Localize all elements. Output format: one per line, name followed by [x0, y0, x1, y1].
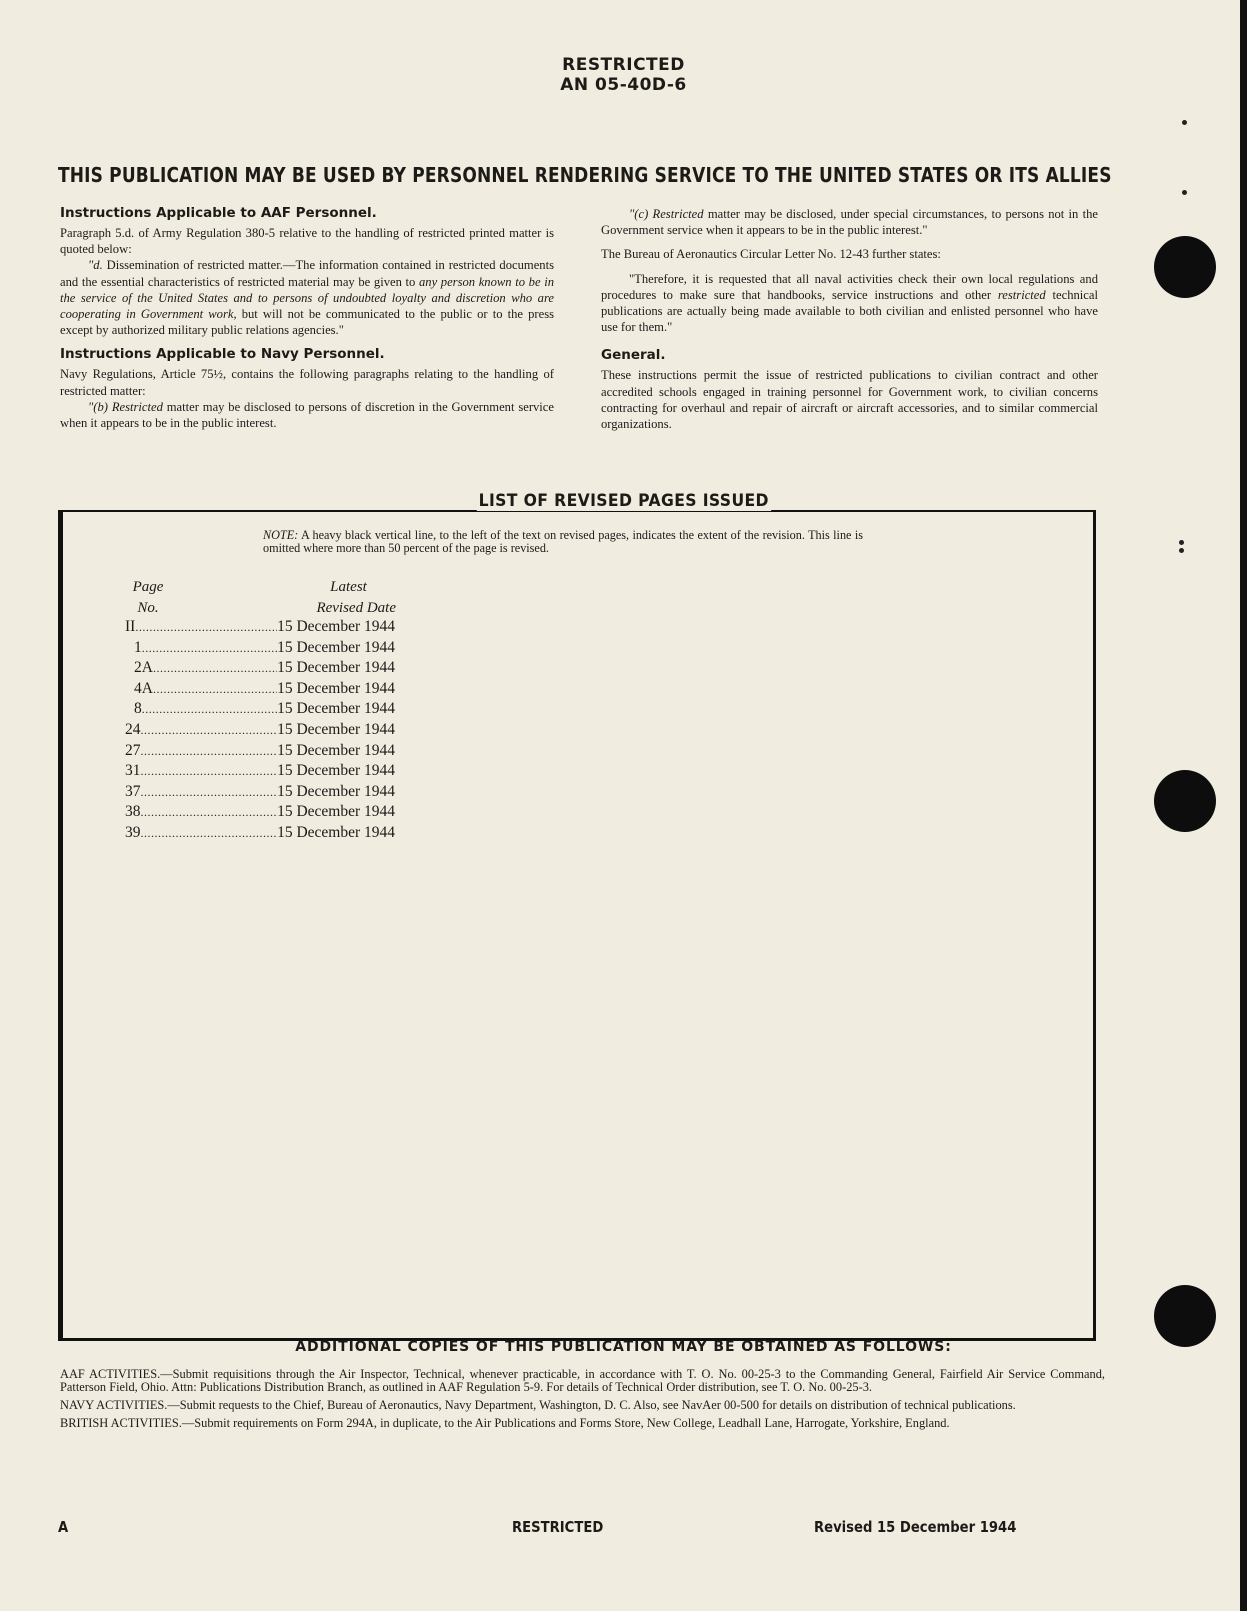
list-item: 37 ..... 15 December 1944 [125, 782, 395, 803]
scan-edge [1240, 0, 1247, 1611]
british-activities: BRITISH ACTIVITIES.—Submit requirements on Form 294A, in duplicate, to the Air Publications and Forms Store, New College, Leadhall Lane, Harrogate, Yorkshire, England. [60, 1416, 950, 1430]
navy-activities: NAVY ACTIVITIES.—Submit requests to the Chief, Bureau of Aeronautics, Navy Department, Washington, D. C. Also, see NavAer 00-500 for details on distribution of technical publications. [60, 1398, 1016, 1412]
list-item: 39 ..... 15 December 1944 [125, 823, 395, 844]
punch-hole-icon [1154, 1285, 1216, 1347]
navy-heading: Instructions Applicable to Navy Personnel. [60, 346, 385, 363]
distribution-banner: THIS PUBLICATION MAY BE USED BY PERSONNEL RENDERING SERVICE TO THE UNITED STATES OR ITS ALLIES [58, 163, 1112, 187]
aaf-activities: AAF ACTIVITIES.—Submit requisitions through the Air Inspector, Technical, whenever practicable, in accordance with T. O. No. 00-25-3 to the Commanding General, Fairfield Air Service Command, Patterson Field, Ohio. Attn: Publications Distribution Branch, as outlined in AAF Regulation 5-9. For details of Technical Order distribution, see T. O. No. 00-25-3. [60, 1367, 1105, 1394]
aaf-heading: Instructions Applicable to AAF Personnel. [60, 205, 377, 221]
revision-note: NOTE: A heavy black vertical line, to the left of the text on revised pages, indicates the extent of the revision. This line is omitted where more than 50 percent of the page is revised. [263, 528, 863, 555]
list-item: 8 ..... 15 December 1944 [125, 699, 395, 720]
list-item: 27 ..... 15 December 1944 [125, 741, 395, 762]
list-item: II ..... 15 December 1944 [125, 617, 395, 638]
therefore-quote: "Therefore, it is requested that all naval activities check their own local regulations and procedures to make sure that handbooks, service instructions and other restricted technical publications are actually being made available to both civilian and enlisted personnel who have use for them." [601, 271, 1098, 335]
general-paragraph: These instructions permit the issue of restricted publications to civilian contract and other accredited schools engaged in training personnel for Government work, to civilian concerns contracting for overhaul and repair of aircraft or aircraft accessories, and to similar commercial organizations. [601, 368, 1098, 432]
list-item: 4A ..... 15 December 1944 [125, 679, 395, 700]
punch-hole-icon [1154, 236, 1216, 298]
navy-quote-c: "(c) Restricted matter may be disclosed, under special circumstances, to persons not in the Government service when it appears to be in the public interest." [601, 207, 1098, 238]
col-header-date: Latest Revised Date [316, 579, 396, 616]
punch-hole-icon [1154, 770, 1216, 832]
navy-paragraph: Navy Regulations, Article 75½, contains the following paragraphs relating to the handling of restricted matter: [60, 367, 554, 398]
aaf-quote: "d. Dissemination of restricted matter.—The information contained in restricted documents and the essential characteristics of restricted material may be given to any person known to be in the service of the United States and to persons of undoubted loyalty and discretion who are cooperating in Government work, but will not be communicated to the public or to the press except by authorized military public relations agencies." [60, 258, 555, 338]
list-item: 38 ..... 15 December 1944 [125, 802, 395, 823]
speck-mark [1182, 120, 1187, 125]
list-item: 31 ..... 15 December 1944 [125, 761, 395, 782]
page-header [0, 55, 1247, 95]
speck-mark [1179, 548, 1184, 553]
footer-classification: RESTRICTED [512, 1518, 604, 1536]
footer-revised-date: Revised 15 December 1944 [814, 1518, 1017, 1536]
revised-pages-list [125, 617, 395, 844]
additional-copies-body [60, 1368, 1105, 1435]
navy-quote-b: "(b) Restricted matter may be disclosed to persons of discretion in the Government service when it appears to be in the public interest. [60, 399, 554, 431]
right-column [601, 206, 1098, 432]
speck-mark [1182, 190, 1187, 195]
footer-page-letter: A [58, 1518, 69, 1536]
general-heading: General. [601, 347, 666, 364]
col-header-page: Page No. [132, 579, 164, 616]
additional-copies-title: ADDITIONAL COPIES OF THIS PUBLICATION MAY BE OBTAINED AS FOLLOWS: [295, 1339, 952, 1355]
list-item: 1 ..... 15 December 1944 [125, 638, 395, 659]
speck-mark [1179, 540, 1184, 545]
list-item: 2A ..... 15 December 1944 [125, 658, 395, 679]
bureau-paragraph: The Bureau of Aeronautics Circular Letter No. 12-43 further states: [601, 247, 941, 262]
list-item: 24 ..... 15 December 1944 [125, 720, 395, 741]
revised-pages-title: LIST OF REVISED PAGES ISSUED [478, 491, 769, 511]
header-doc-number: AN 05-40D-6 [560, 75, 687, 95]
aaf-paragraph: Paragraph 5.d. of Army Regulation 380-5 relative to the handling of restricted printed matter is quoted below: [60, 226, 554, 257]
left-column [60, 205, 554, 431]
header-classification: RESTRICTED [562, 55, 685, 75]
